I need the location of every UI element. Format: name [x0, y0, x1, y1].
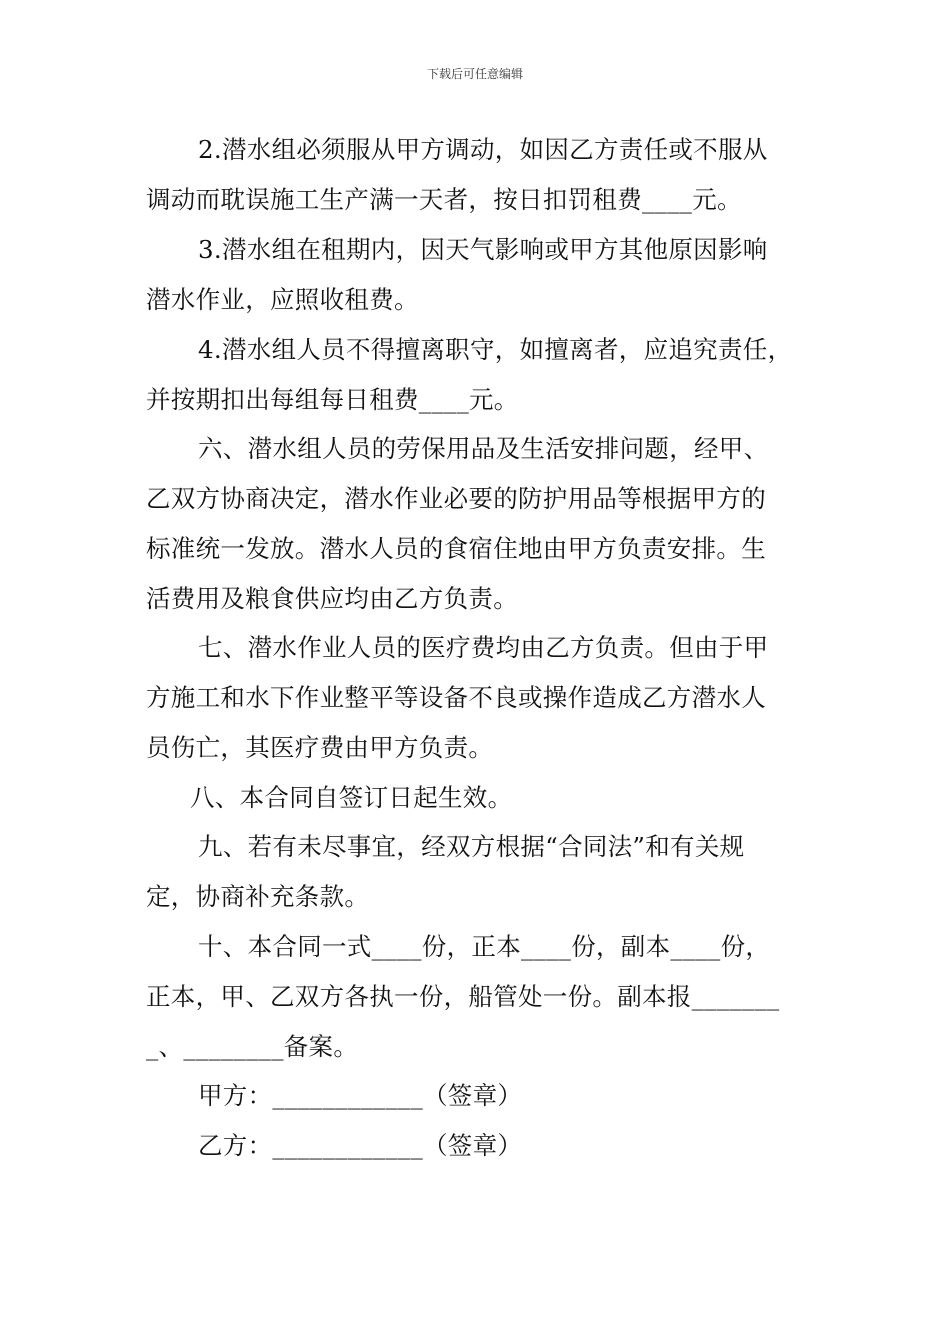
clause-7-line-3: 员伤亡，其医疗费由甲方负责。 [146, 733, 494, 762]
clause-10-line-2: 正本，甲、乙双方各执一份，船管处一份。副本报_______ [146, 982, 780, 1011]
clause-6-line-3: 标准统一发放。潜水人员的食宿住地由甲方负责安排。生 [146, 534, 766, 563]
party-b-signature-line: 乙方：____________（签章） [198, 1131, 523, 1160]
clause-10-line-1: 十、本合同一式____份，正本____份，副本____份， [198, 932, 771, 961]
clause-10-line-3: _、________备案。 [146, 1032, 359, 1061]
clause-7-line-2: 方施工和水下作业整平等设备不良或操作造成乙方潜水人 [146, 683, 766, 712]
clause-9-line-2: 定，协商补充条款。 [146, 882, 370, 911]
clause-5-3-line-2: 潜水作业，应照收租费。 [146, 285, 419, 314]
clause-6-line-4: 活费用及粮食供应均由乙方负责。 [146, 584, 518, 613]
download-note: 下载后可任意编辑 [426, 67, 523, 81]
clause-5-4-line-2: 并按期扣出每组每日租费____元。 [146, 385, 519, 414]
clause-5-2-line-1: 2.潜水组必须服从甲方调动，如因乙方责任或不服从 [198, 135, 768, 164]
clause-6-line-1: 六、潜水组人员的劳保用品及生活安排问题，经甲、 [198, 434, 769, 463]
clause-5-3-line-1: 3.潜水组在租期内，因天气影响或甲方其他原因影响 [198, 235, 768, 264]
clause-7-line-1: 七、潜水作业人员的医疗费均由乙方负责。但由于甲 [198, 633, 769, 662]
clause-5-2-line-2: 调动而耽误施工生产满一天者，按日扣罚租费____元。 [146, 185, 742, 214]
clause-5-4-line-1: 4.潜水组人员不得擅离职守，如擅离者，应追究责任， [198, 335, 793, 364]
clause-8-line-1: 八、本合同自签订日起生效。 [190, 783, 513, 812]
clause-6-line-2: 乙双方协商决定，潜水作业必要的防护用品等根据甲方的 [146, 484, 766, 513]
clause-9-line-1: 九、若有未尽事宜，经双方根据“合同法”和有关规 [198, 832, 745, 861]
party-a-signature-line: 甲方：____________（签章） [198, 1081, 523, 1110]
